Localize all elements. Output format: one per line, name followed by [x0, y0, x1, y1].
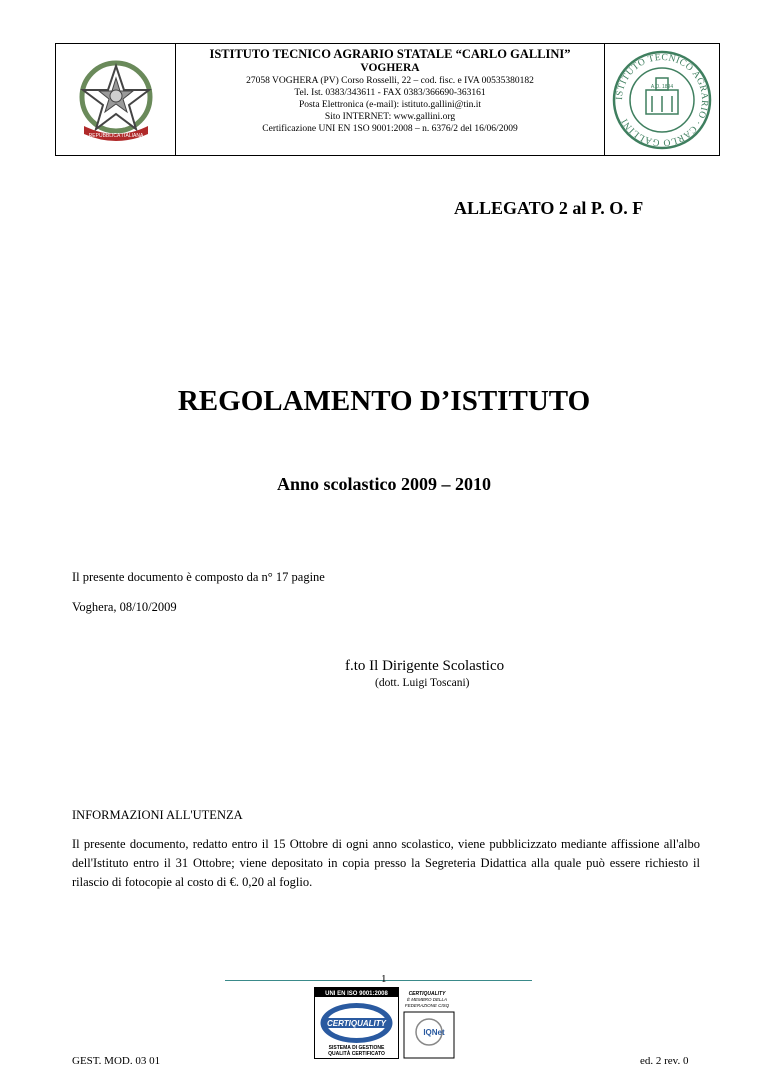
cert-side-line2: È MEMBRO DELLA: [406, 997, 448, 1002]
cert-side-line3: FEDERAZIONE CISQ: [404, 1003, 450, 1008]
seal-years: A.D. 1894: [650, 84, 674, 90]
cert-system: SISTEMA DI GESTIONE: [328, 1045, 385, 1051]
institute-certification: Certificazione UNI EN 1SO 9001:2008 – n. 6376/2 del 16/06/2009: [262, 124, 518, 134]
signature-role: f.to Il Dirigente Scolastico: [345, 658, 505, 674]
page-count-note: Il presente documento è composto da n° 17 pagine: [72, 570, 325, 584]
emblem-banner-text: REPUBBLICA ITALIANA: [88, 133, 144, 139]
attachment-label: ALLEGATO 2 al P. O. F: [454, 198, 644, 218]
seal-ring-text: ISTITUTO TECNICO AGRARIO · CARLO GALLINI: [614, 52, 710, 148]
iqnet-label: IQNet: [423, 1028, 445, 1037]
institute-seal-icon: [605, 44, 718, 155]
edition-revision: ed. 2 rev. 0: [640, 1055, 689, 1067]
cert-side-line1: CERTIQUALITY: [408, 991, 446, 997]
italian-republic-emblem-icon: [56, 44, 174, 155]
right-logo-cell: [604, 44, 719, 155]
letterhead: [55, 43, 720, 156]
institute-name: ISTITUTO TECNICO AGRARIO STATALE “CARLO GALLINI”: [209, 47, 571, 61]
cert-standard: UNI EN ISO 9001:2008: [325, 991, 388, 997]
document-title: REGOLAMENTO D’ISTITUTO: [177, 385, 591, 417]
school-year: Anno scolastico 2009 – 2010: [276, 474, 491, 494]
certiquality-logo-icon: [314, 987, 456, 1059]
cert-brand: CERTIQUALITY: [327, 1019, 386, 1028]
cert-quality: QUALITÀ CERTIFICATO: [328, 1051, 385, 1057]
institute-website: Sito INTERNET: www.gallini.org: [324, 112, 456, 122]
document-date: Voghera, 08/10/2009: [72, 600, 177, 614]
institute-email: Posta Elettronica (e-mail): istituto.gallini@tin.it: [298, 100, 482, 110]
form-code: GEST. MOD. 03 01: [72, 1055, 161, 1067]
footer-divider: [225, 980, 532, 981]
institute-info: [176, 44, 604, 155]
signature-name: (dott. Luigi Toscani): [375, 677, 470, 689]
institute-city: VOGHERA: [360, 62, 420, 74]
institute-address: 27058 VOGHERA (PV) Corso Rosselli, 22 – cod. fisc. e IVA 00535380182: [246, 76, 534, 86]
page-number: 1: [381, 973, 387, 985]
info-heading: INFORMAZIONI ALL'UTENZA: [72, 808, 243, 822]
info-paragraph: Il presente documento, redatto entro il 15 Ottobre di ogni anno scolastico, viene pubblicizzato mediante affissione all'albo dell'Istituto entro il 31 Ottobre; viene depositato in copia presso la Segreteria Didattica alla quale può essere richiesto il rilascio di fotocopie al costo di €. 0,20 al foglio.: [72, 837, 700, 889]
left-logo-cell: [56, 44, 176, 155]
institute-phone: Tel. Ist. 0383/343611 - FAX 0383/366690-363161: [294, 88, 486, 98]
